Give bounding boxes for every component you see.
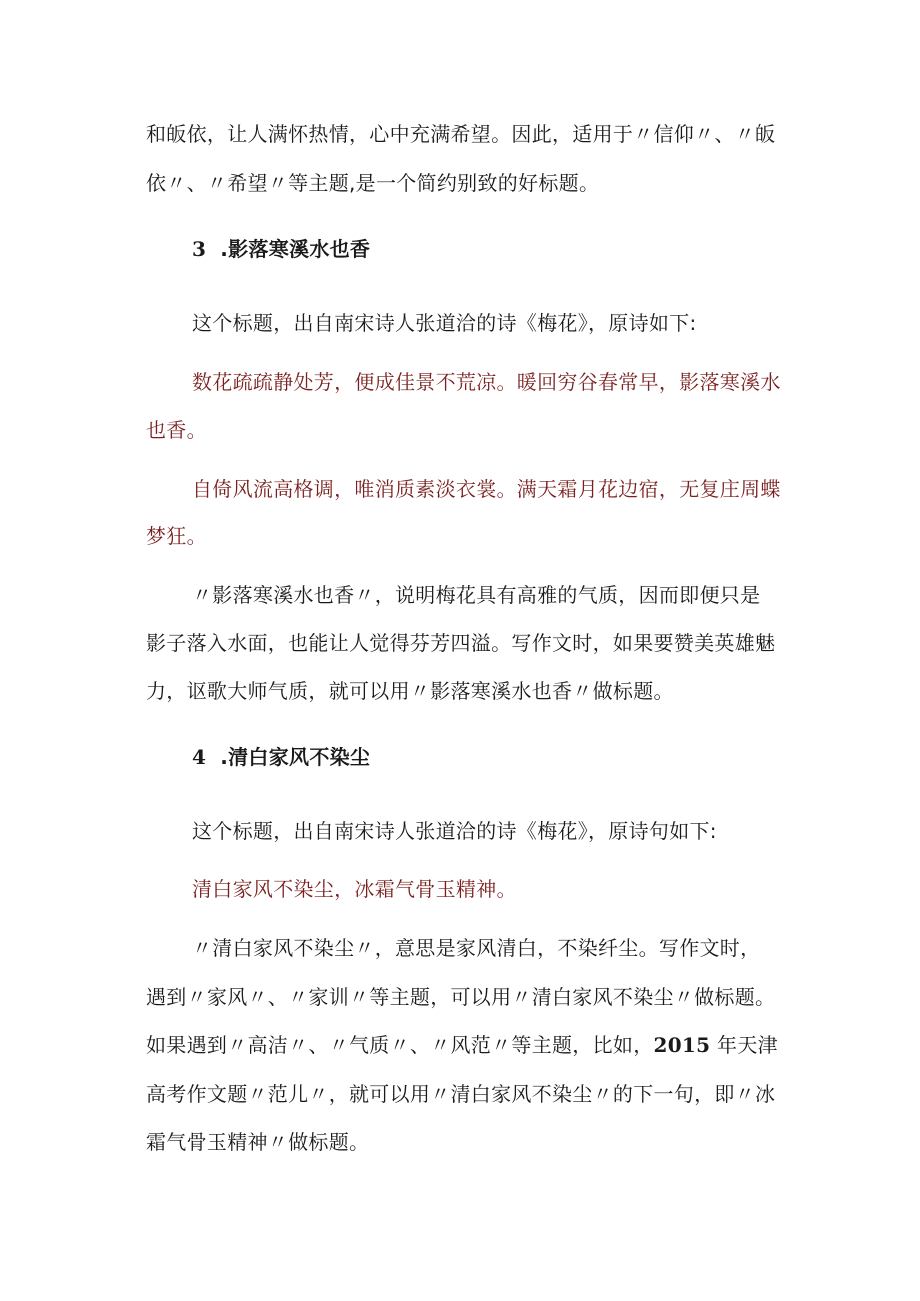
paragraph-line: 〃影落寒溪水也香〃，说明梅花具有高雅的气质，因而即便只是 bbox=[192, 583, 761, 607]
section-title: .影落寒溪水也香 bbox=[220, 237, 371, 261]
section-heading-3 bbox=[192, 236, 370, 262]
poem-line: 数花疏疏静处芳，便成佳景不荒凉。暖回穷谷春常早，影落寒溪水 bbox=[192, 370, 781, 394]
paragraph-line: 〃清白家风不染尘〃，意思是家风清白，不染纤尘。写作文时， bbox=[192, 936, 761, 960]
section-title: .清白家风不染尘 bbox=[220, 745, 371, 769]
poem-line: 自倚风流高格调，唯消质素淡衣裳。满天霜月花边宿，无复庄周蝶 bbox=[192, 477, 781, 501]
paragraph-line: 遇到〃家风〃、〃家训〃等主题，可以用〃清白家风不染尘〃做标题。 bbox=[146, 985, 776, 1009]
section-heading-4 bbox=[192, 744, 370, 770]
section-number: 4 bbox=[192, 745, 207, 769]
paragraph-line bbox=[146, 1032, 778, 1058]
section-number: 3 bbox=[192, 237, 207, 261]
paragraph-line: 依〃、〃希望〃等主题,是一个简约别致的好标题。 bbox=[146, 171, 600, 195]
section-intro: 这个标题，出自南宋诗人张道洽的诗《梅花》，原诗句如下: bbox=[192, 819, 717, 843]
paragraph-line: 影子落入水面，也能让人觉得芬芳四溢。写作文时，如果要赞美英雄魅 bbox=[146, 631, 776, 655]
year-number: 2015 bbox=[653, 1033, 711, 1057]
poem-line: 清白家风不染尘，冰霜气骨玉精神。 bbox=[192, 877, 517, 901]
poem-line: 梦狂。 bbox=[146, 524, 207, 548]
paragraph-text: 年天津 bbox=[710, 1033, 778, 1057]
paragraph-line: 霜气骨玉精神〃做标题。 bbox=[146, 1130, 370, 1154]
paragraph-line: 和皈依，让人满怀热情，心中充满希望。因此，适用于〃信仰〃、〃皈 bbox=[146, 122, 776, 146]
paragraph-line: 高考作文题〃范儿〃，就可以用〃清白家风不染尘〃的下一句，即〃冰 bbox=[146, 1082, 776, 1106]
paragraph-line: 力，讴歌大师气质，就可以用〃影落寒溪水也香〃做标题。 bbox=[146, 679, 674, 703]
paragraph-text: 如果遇到〃高洁〃、〃气质〃、〃风范〃等主题，比如， bbox=[146, 1033, 654, 1057]
poem-line: 也香。 bbox=[146, 418, 207, 442]
section-intro: 这个标题，出自南宋诗人张道洽的诗《梅花》，原诗如下: bbox=[192, 311, 697, 335]
